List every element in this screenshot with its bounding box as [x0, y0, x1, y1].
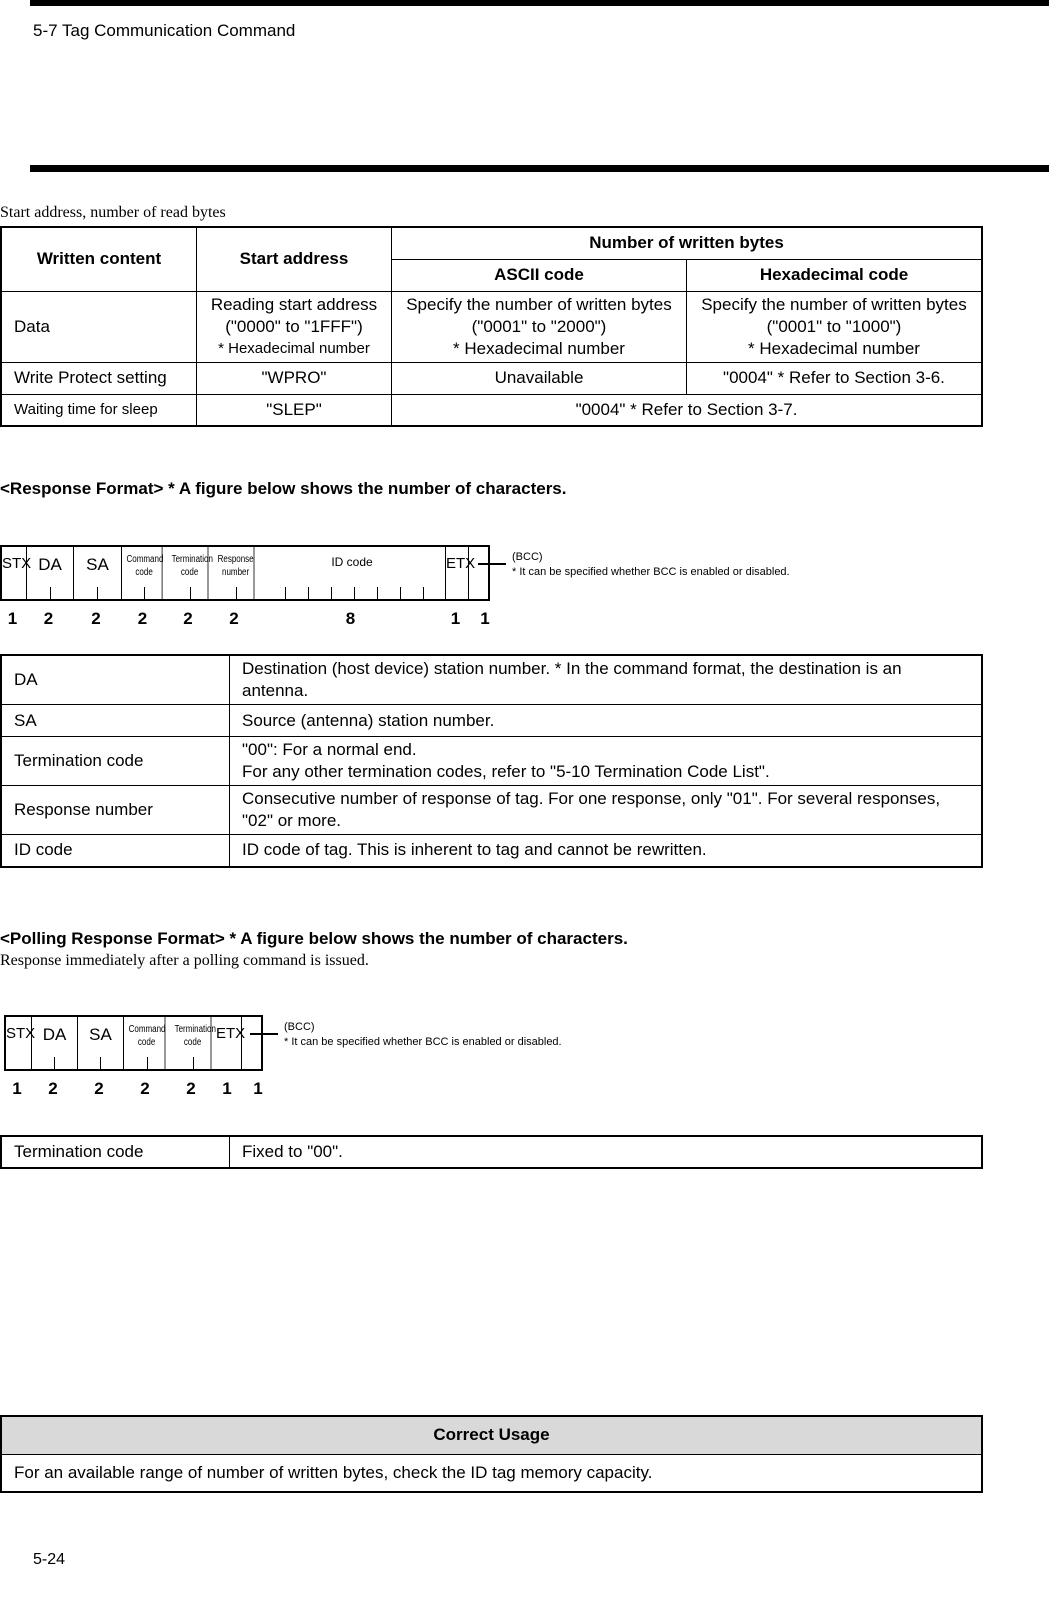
col-num: Number of written bytes: [392, 227, 983, 259]
field-command-code: Command code: [127, 547, 163, 599]
field-command-code: Command code: [129, 1017, 166, 1069]
field-sa: SA: [78, 1017, 124, 1069]
field-termination-code: Termination code: [175, 1017, 212, 1069]
tick: [308, 587, 309, 599]
field-name: ID code: [1, 835, 230, 867]
field-bcc: [471, 547, 489, 599]
char-count: 1: [222, 1079, 232, 1098]
cell: * Hexadecimal number: [748, 338, 920, 358]
cell: Specify the number of written bytes: [406, 294, 672, 314]
field-etx: ETX: [216, 1017, 242, 1069]
cell: "0004" * Refer to Section 3-6.: [686, 362, 982, 394]
field-da: DA: [27, 547, 74, 599]
response-heading: <Response Format> * A figure below shows the number of characters.: [0, 479, 567, 498]
char-count: 2: [183, 609, 193, 628]
char-count: 8: [345, 609, 356, 628]
table-row: [1, 291, 982, 362]
cell: * Hexadecimal number: [218, 339, 370, 357]
table-row: [1, 835, 982, 867]
bcc-label: (BCC): [284, 1021, 315, 1033]
char-count: 2: [91, 609, 101, 628]
field-description: ID code of tag. This is inherent to tag and cannot be rewritten.: [230, 835, 983, 867]
cell: Reading start address: [210, 294, 378, 314]
cell: Specify the number of written bytes: [701, 294, 967, 314]
field-etx: ETX: [446, 547, 469, 599]
char-count: 1: [253, 1079, 263, 1098]
tick: [147, 1057, 148, 1069]
field-name: Termination code: [1, 737, 230, 786]
tick: [50, 587, 51, 599]
field-name: SA: [1, 705, 230, 737]
polling-heading: <Polling Response Format> * A figure below shows the number of characters.: [0, 929, 628, 948]
cell: "WPRO": [197, 362, 392, 394]
field-id-code: ID code: [259, 547, 446, 599]
usage-title: Correct Usage: [1, 1416, 982, 1454]
field-name: Termination code: [1, 1136, 230, 1168]
cell: Waiting time for sleep: [1, 394, 197, 426]
cell: Unavailable: [392, 362, 687, 394]
correct-usage-box: [0, 1415, 983, 1493]
bcc-note: [284, 1020, 562, 1050]
tick: [100, 1057, 101, 1069]
table-row: [1, 737, 982, 786]
header-rule: [30, 165, 1049, 172]
tick: [144, 587, 145, 599]
tick: [236, 587, 237, 599]
tick: [190, 587, 191, 599]
bcc-leader-line: [250, 1033, 278, 1035]
char-count: 2: [94, 1079, 104, 1098]
tick: [423, 587, 424, 599]
field-sa: SA: [74, 547, 122, 599]
bcc-note: [512, 550, 790, 580]
table-row: [1, 786, 982, 835]
bcc-note-text: * It can be specified whether BCC is enabled or disabled.: [284, 1036, 562, 1048]
field-bcc: [244, 1017, 262, 1069]
tick: [97, 587, 98, 599]
tick: [331, 587, 332, 599]
section-header: 5-7 Tag Communication Command: [33, 21, 296, 40]
bcc-leader-line: [478, 563, 506, 565]
cell: Write Protect setting: [1, 362, 197, 394]
tick: [54, 1057, 55, 1069]
col-written: Written content: [1, 227, 197, 291]
field-stx: STX: [2, 547, 27, 599]
tick: [400, 587, 401, 599]
table-row: [1, 655, 982, 705]
char-count: 2: [137, 609, 148, 628]
format-frame: [4, 1015, 263, 1071]
col-start: Start address: [197, 227, 392, 291]
field-description: Consecutive number of response of tag. For one response, only "01". For several responses, "02" or more.: [230, 786, 983, 835]
field-description: Fixed to "00".: [230, 1136, 983, 1168]
tick: [193, 1057, 194, 1069]
intro-text: Start address, number of read bytes: [0, 204, 226, 221]
response-fields-table: [0, 654, 983, 868]
col-hex: Hexadecimal code: [686, 259, 982, 291]
char-count: 1: [12, 1079, 22, 1098]
field-termination-code: Termination code: [172, 547, 209, 599]
written-content-table: [0, 226, 983, 427]
table-row: [1, 362, 982, 394]
field-name: DA: [1, 655, 230, 705]
col-ascii: ASCII code: [392, 259, 687, 291]
table-row: [1, 1136, 982, 1168]
tick: [377, 587, 378, 599]
polling-fields-table: [0, 1135, 983, 1169]
cell: ("0001" to "2000"): [471, 316, 607, 336]
char-count: 1: [7, 609, 18, 628]
char-count: 2: [229, 609, 239, 628]
char-count: 1: [450, 609, 461, 628]
table-row: [1, 394, 982, 426]
bcc-label: (BCC): [512, 551, 543, 563]
field-response-number: Response number: [218, 547, 255, 599]
field-description: Source (antenna) station number.: [230, 705, 983, 737]
field-name: Response number: [1, 786, 230, 835]
format-frame: [0, 545, 490, 601]
field-description: Destination (host device) station number. * In the command format, the destination is an antenna.: [230, 655, 983, 705]
char-count: 2: [186, 1079, 196, 1098]
char-count: 2: [48, 1079, 58, 1098]
table-row: [1, 705, 982, 737]
cell: "SLEP": [197, 394, 392, 426]
page-number: 5-24: [33, 1551, 66, 1568]
cell: "0004" * Refer to Section 3-7.: [392, 394, 983, 426]
cell: ("0000" to "1FFF"): [225, 316, 363, 336]
char-count: 2: [140, 1079, 150, 1098]
char-count: 2: [43, 609, 54, 628]
field-stx: STX: [6, 1017, 32, 1069]
field-description: "00": For a normal end. For any other termination codes, refer to "5-10 Termination Code List".: [230, 737, 983, 786]
field-da: DA: [32, 1017, 78, 1069]
tick: [354, 587, 355, 599]
top-rule: [30, 0, 1049, 6]
cell: * Hexadecimal number: [453, 338, 625, 358]
usage-text: For an available range of number of written bytes, check the ID tag memory capacity.: [1, 1454, 982, 1492]
tick: [285, 587, 286, 599]
polling-subtext: Response immediately after a polling command is issued.: [0, 952, 369, 969]
cell: Data: [1, 291, 197, 362]
bcc-note-text: * It can be specified whether BCC is enabled or disabled.: [512, 566, 790, 578]
char-count: 1: [480, 609, 490, 628]
cell: ("0001" to "1000"): [766, 316, 902, 336]
